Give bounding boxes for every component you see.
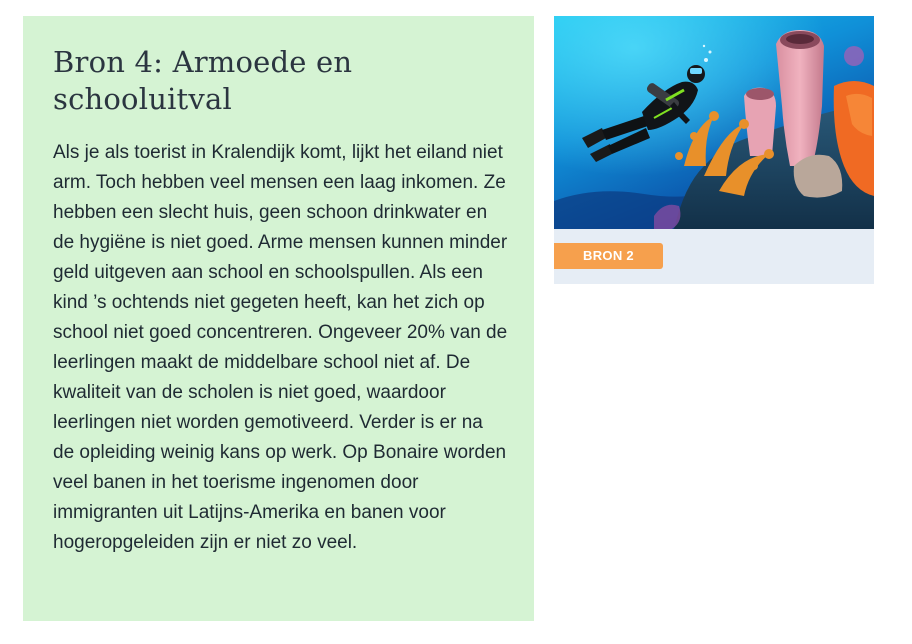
diver-coral-photo <box>554 16 874 229</box>
source-title: Bron 4: Armoede en schooluitval <box>53 45 353 116</box>
source-badge: BRON 2 <box>554 243 663 269</box>
media-card[interactable] <box>554 16 874 284</box>
source-body-text: Als je als toerist in Kralendijk komt, lijkt het eiland niet arm. Toch hebben veel mensen een laag inkomen. Ze hebben een slecht huis, geen schoon drinkwater en de hygiëne is niet goed. Arme mensen kunnen minder geld uitgeven aan school en schoolspullen. Als een kind ’s ochtends niet gegeten heeft, kan het zich op school niet goed concentreren. Ongeveer 20% van de leerlingen maakt de middelbare school niet af. De kwaliteit van de scholen is niet goed, waardoor leerlingen niet worden gemotiveerd. Verder is er na de opleiding weinig kans op werk. Op Bonaire worden veel banen in het toerisme ingenomen door immigranten uit Latijns-Amerika en banen voor hogeropgeleiden zijn er niet zo veel. <box>53 142 508 553</box>
source-card <box>23 16 534 621</box>
